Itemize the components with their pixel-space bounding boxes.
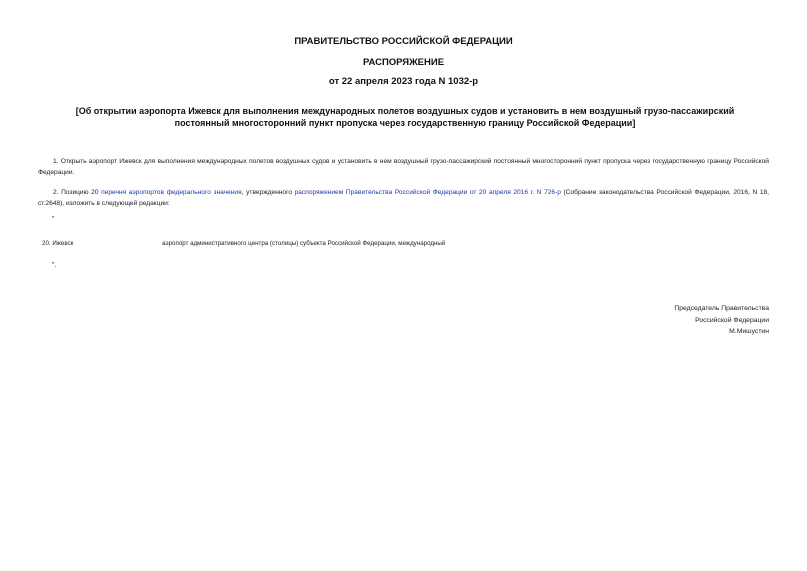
- document-subject: [Об открытии аэропорта Ижевск для выполнения международных полетов воздушных судов и установить в нем воздушный грузо-пассажирский постоянный многосторонний пункт пропуска через государственную границу Российской Федерации]: [75, 106, 735, 128]
- date-number-heading: от 22 апреля 2023 года N 1032-р: [328, 76, 479, 87]
- airports-list-link[interactable]: перечня аэропортов федерального значения: [101, 189, 242, 196]
- row-number-name: 20. Ижевск: [42, 240, 74, 247]
- government-heading: ПРАВИТЕЛЬСТВО РОССИЙСКОЙ ФЕДЕРАЦИИ: [294, 36, 513, 47]
- signature-line-3: М.Мишустин: [729, 328, 769, 335]
- signature-line-2: Российской Федерации: [695, 316, 769, 324]
- paragraph-2-prefix: 2. Позицию 20: [53, 189, 102, 196]
- government-order-link[interactable]: распоряжением Правительства Российской Федерации от 20 апреля 2016 г. N 726-р: [294, 189, 561, 196]
- paragraph-2-suffix: (Собрание законодательства Российской Федерации, 2016, N 18, ст.2648), изложить в следующей редакции:: [38, 189, 769, 207]
- closing-quote: ".: [52, 262, 57, 269]
- paragraph-2: [38, 187, 769, 209]
- document-type-heading: РАСПОРЯЖЕНИЕ: [362, 57, 445, 68]
- signature-block: [674, 303, 769, 338]
- row-description: аэропорт административного центра (столицы) субъекта Российской Федерации, международный: [162, 240, 446, 247]
- paragraph-1: 1. Открыть аэропорт Ижевск для выполнения международных полетов воздушных судов и установить в нем воздушный грузо-пассажирский постоянный многосторонний пункт пропуска через государственную границу Российской Федерации.: [38, 158, 769, 176]
- paragraph-2-middle: , утвержденного: [241, 189, 295, 196]
- signature-line-1: Председатель Правительства: [674, 305, 769, 312]
- opening-quote: ": [52, 216, 55, 223]
